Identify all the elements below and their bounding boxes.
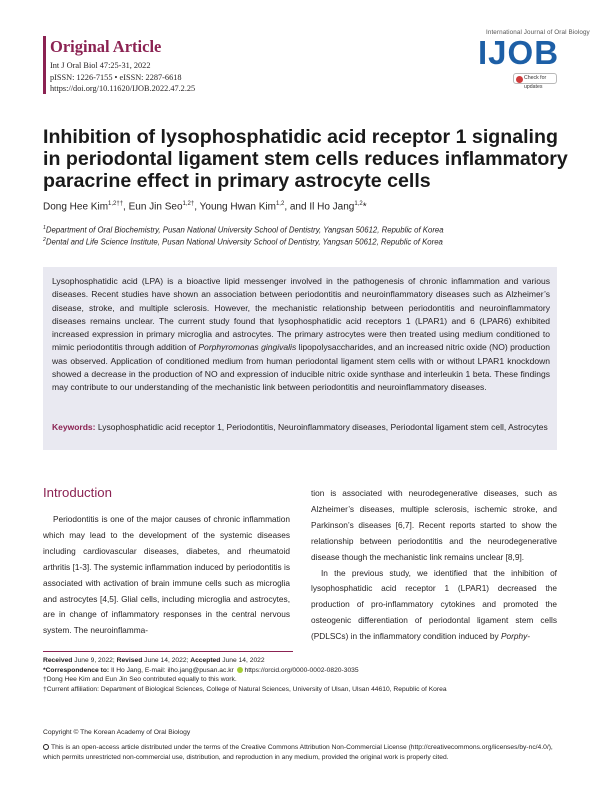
article-title: Inhibition of lysophosphatidic acid receptor 1 signaling in periodontal ligament stem cells reduces inflammatory paracrine effect in primary astrocyte cells (43, 126, 568, 192)
footnotes (43, 656, 557, 694)
revised-label: Revised (116, 657, 143, 664)
article-type-label: Original Article (50, 37, 162, 56)
affiliation-text: Department of Oral Biochemistry, Pusan National University School of Dentistry, Yangsan 50612, Republic of Korea (45, 225, 444, 235)
keywords-text: Lysophosphatidic acid receptor 1, Periodontitis, Neuroinflammatory diseases, Periodontal ligament stem cell, Astrocytes (97, 422, 548, 432)
author-name: Eun Jin Seo (128, 201, 183, 213)
intro-paragraph-2-text: In the previous study, we identified that the inhibition of lysophosphatidic acid receptor 1 (LPAR1) decreased the production of pro-inflammatory cytokines and promoted the osteogenic differentiation of periodontal ligament stem cells (PDLSCs) in the inflammatory condition induced by (311, 567, 557, 642)
abstract-part-1: Lysophosphatidic acid (LPA) is a bioactive lipid messenger involved in the pathogenesis of chronic inflammation and various diseases. Recent studies have shown an association between periodontitis and neuroinflammatory diseases such as Alzheimer’s disease, stroke, and multiple sclerosis. However, the mechanistic relationship between periodontitis and neuroinflammatory diseases remains unclear. The current study found that lysophosphatidic acid receptors 1 (LPAR1) and 6 (LPAR6) exhibited increased expression in primary microglia and astrocytes. The primary astrocytes were then treated using medium conditioned to mimic periodontitis through addition of (52, 276, 550, 353)
creative-commons-icon (43, 744, 49, 750)
affiliation-text: Dental and Life Science Institute, Pusan National University School of Dentistry, Yangsan 50612, Republic of Korea (45, 237, 443, 247)
author-separator: , (123, 201, 129, 213)
abstract-species: Porphyromonas gingivalis (198, 342, 297, 353)
journal-logo: IJOB (478, 34, 560, 71)
orcid-link[interactable]: https://orcid.org/0000-0002-0820-3035 (244, 666, 359, 674)
affiliation-number: 1 (43, 225, 46, 231)
issn-line: pISSN: 1226-7155 • eISSN: 2287-6618 (50, 72, 182, 82)
intro-paragraph-2 (311, 566, 557, 646)
affiliation-1 (43, 225, 444, 235)
section-heading-introduction: Introduction (43, 485, 112, 500)
author-affiliation-sup: 1,2† (182, 201, 195, 207)
check-for-updates-button[interactable] (513, 73, 557, 90)
author-separator: , and (284, 201, 310, 213)
author-name: Dong Hee Kim (43, 201, 109, 213)
copyright-line: Copyright © The Korean Academy of Oral Biology (43, 729, 191, 736)
dates-line (43, 656, 557, 666)
keywords (52, 421, 550, 434)
author-affiliation-sup: 1,2†† (108, 201, 124, 207)
body-column-right (311, 486, 557, 645)
correspondence-line (43, 666, 557, 676)
keywords-label: Keywords: (52, 422, 96, 432)
correspondence-text: Il Ho Jang, E-mail: ilho.jang@pusan.ac.kr (111, 666, 234, 674)
license-body: This is an open-access article distributed under the terms of the Creative Commons Attribution Non-Commercial License (http://creativecommons.org/licenses/by-nc/4.0/), which permits unrestricted non-commercial use, distribution, and reproduction in any medium, provided the original work is properly cited. (43, 744, 553, 761)
header-accent-bar (43, 36, 46, 94)
author-affiliation-sup: 1,2 (354, 201, 363, 207)
author-list (43, 201, 367, 212)
author-affiliation-sup: 1,2 (275, 201, 285, 207)
check-updates-label: Check for updates (524, 75, 547, 90)
check-updates-icon (516, 76, 523, 83)
accepted-label: Accepted (190, 657, 221, 664)
corresponding-marker: * (362, 201, 367, 213)
correspondence-label: *Correspondence to: (43, 666, 110, 674)
equal-contribution-note: †Dong Hee Kim and Eun Jin Seo contributed equally to this work. (43, 676, 237, 683)
author-separator: , (194, 201, 200, 213)
orcid-icon (237, 667, 243, 673)
license-text (43, 743, 557, 762)
citation-line: Int J Oral Biol 47:25-31, 2022 (50, 61, 151, 70)
accepted-date: June 14, 2022 (222, 657, 265, 664)
abstract-text (52, 275, 550, 394)
affiliation-2 (43, 237, 443, 247)
footnote-divider (43, 651, 293, 652)
intro-paragraph-1-cont: tion is associated with neurodegenerative diseases, such as Alzheimer’s diseases, multiple sclerosis, ischemic stroke, and Parkinson’s diseases [6,7]. Recent reports started to show the relationship between periodontitis and the neurodegenerative disease though the mechanistic link remains unclear [8,9]. (311, 488, 557, 562)
citation-block (50, 60, 195, 95)
intro-species: Porphy- (501, 631, 531, 642)
journal-name: International Journal of Oral Biology (486, 29, 590, 36)
affiliation-number: 2 (43, 237, 46, 243)
body-column-left (43, 512, 290, 639)
current-affiliation-note: †Current affiliation: Department of Biological Sciences, College of Natural Sciences, University of Ulsan, Ulsan 44610, Republic of Korea (43, 685, 447, 693)
abstract-part-2: lipopolysaccharides, and an increased nitric oxide (NO) production was observed. Application of conditioned medium from human periodontal ligament stem cells with or without LPAR1 knockdown showed a decrease in the production of NO and expression of inducible nitric oxide synthase and interleukin 1 beta. These findings may contribute to our understanding of the mechanistic link between periodontitis and neuroinflammatory diseases. (52, 342, 550, 392)
author-name: Young Hwan Kim (199, 201, 276, 213)
intro-paragraph-1: Periodontitis is one of the major causes of chronic inflammation which may lead to the development of the systemic diseases including cardiovascular diseases, diabetes, and rheumatoid arthritis [1-3]. The systemic inflammation induced by periodontitis is associated with activation of brain immune cells such as microglia and astrocytes [4,5]. Glial cells, including microglia and astrocytes, are in change of inflammatory responses in the central nervous system. The neuroinflamma- (43, 514, 290, 636)
author-name: Il Ho Jang (309, 201, 355, 213)
received-label: Received (43, 657, 73, 664)
doi-link[interactable]: https://doi.org/10.11620/IJOB.2022.47.2.25 (50, 84, 196, 93)
received-date: June 9, 2022; (74, 657, 115, 664)
revised-date: June 14, 2022; (144, 657, 189, 664)
